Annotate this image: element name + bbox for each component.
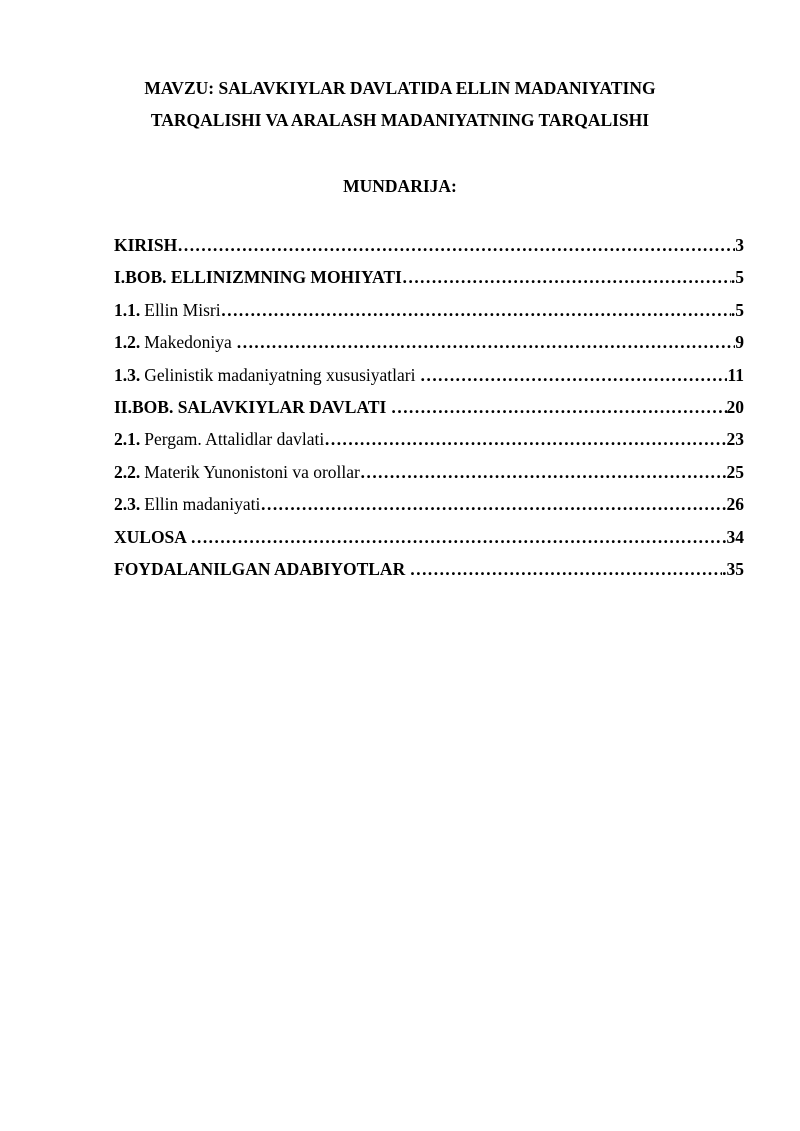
toc-entry-label: Makedoniya: [144, 332, 237, 353]
toc-dot-leader: [190, 527, 722, 548]
toc-entry: [114, 559, 744, 591]
toc-entry-label: FOYDALANILGAN ADABIYOTLAR: [114, 558, 410, 579]
toc-entry: [114, 267, 744, 299]
toc-entry-label: Pergam. Attalidlar davlati: [144, 429, 325, 450]
toc-entry-number: 1.2.: [114, 332, 141, 353]
toc-page-number: 3: [735, 235, 744, 255]
title-line-2: TARQALISHI VA ARALASH MADANIYATNING TARQALISHI: [150, 110, 650, 130]
toc-entry-label: Ellin Misri: [144, 299, 221, 320]
toc-entry-label: Ellin madaniyati: [144, 494, 261, 515]
contents-heading: MUNDARIJA:: [343, 176, 457, 196]
toc-entry: [114, 494, 744, 526]
toc-entry-number: 1.3.: [114, 364, 141, 385]
toc-page-number: 20: [726, 396, 744, 417]
toc-page-number: .5: [730, 299, 744, 320]
toc-dot-leader: [360, 462, 722, 483]
toc-entry: [114, 462, 744, 494]
toc-entry-number: 2.2.: [114, 461, 141, 482]
toc-entry: [114, 527, 744, 559]
toc-entry-number: 2.1.: [114, 429, 141, 450]
toc-page-number: .25: [722, 461, 744, 482]
toc-entry-number: 2.3.: [114, 494, 141, 515]
toc-page-number: 26: [726, 494, 744, 515]
document-title: [60, 72, 740, 136]
toc-entry: [114, 235, 744, 267]
toc-entry-label: Gelinistik madaniyatning xususiyatlari: [144, 364, 420, 385]
toc-dot-leader: [221, 300, 731, 321]
table-of-contents: [114, 235, 744, 591]
toc-dot-leader: [260, 494, 726, 515]
toc-dot-leader: [177, 235, 735, 256]
toc-dot-leader: [420, 365, 728, 386]
toc-dot-leader: [324, 429, 726, 450]
title-line-1: MAVZU: SALAVKIYLAR DAVLATIDA ELLIN MADANIYATING: [144, 78, 656, 98]
toc-page-number: 11: [727, 364, 744, 385]
toc-entry: [114, 397, 744, 429]
toc-entry-label: I.BOB. ELLINIZMNING MOHIYATI: [114, 267, 402, 288]
toc-entry-label: II.BOB. SALAVKIYLAR DAVLATI: [114, 396, 391, 417]
toc-page-number: .34: [722, 526, 744, 547]
toc-page-number: .5: [730, 267, 744, 288]
toc-page-number: 9: [735, 332, 744, 353]
toc-dot-leader: [391, 397, 727, 418]
toc-dot-leader: [402, 267, 731, 288]
toc-entry-label: Materik Yunonistoni va orollar: [144, 461, 360, 482]
toc-entry: [114, 365, 744, 397]
toc-entry: [114, 429, 744, 461]
toc-entry-label: KIRISH: [114, 235, 178, 255]
toc-dot-leader: [236, 332, 735, 353]
toc-entry: [114, 332, 744, 364]
toc-dot-leader: [410, 559, 723, 580]
toc-page-number: 23: [726, 429, 744, 450]
toc-entry-number: 1.1.: [114, 299, 141, 320]
toc-entry-label: XULOSA: [114, 526, 191, 547]
toc-entry: [114, 300, 744, 332]
toc-page-number: .35: [722, 558, 744, 579]
